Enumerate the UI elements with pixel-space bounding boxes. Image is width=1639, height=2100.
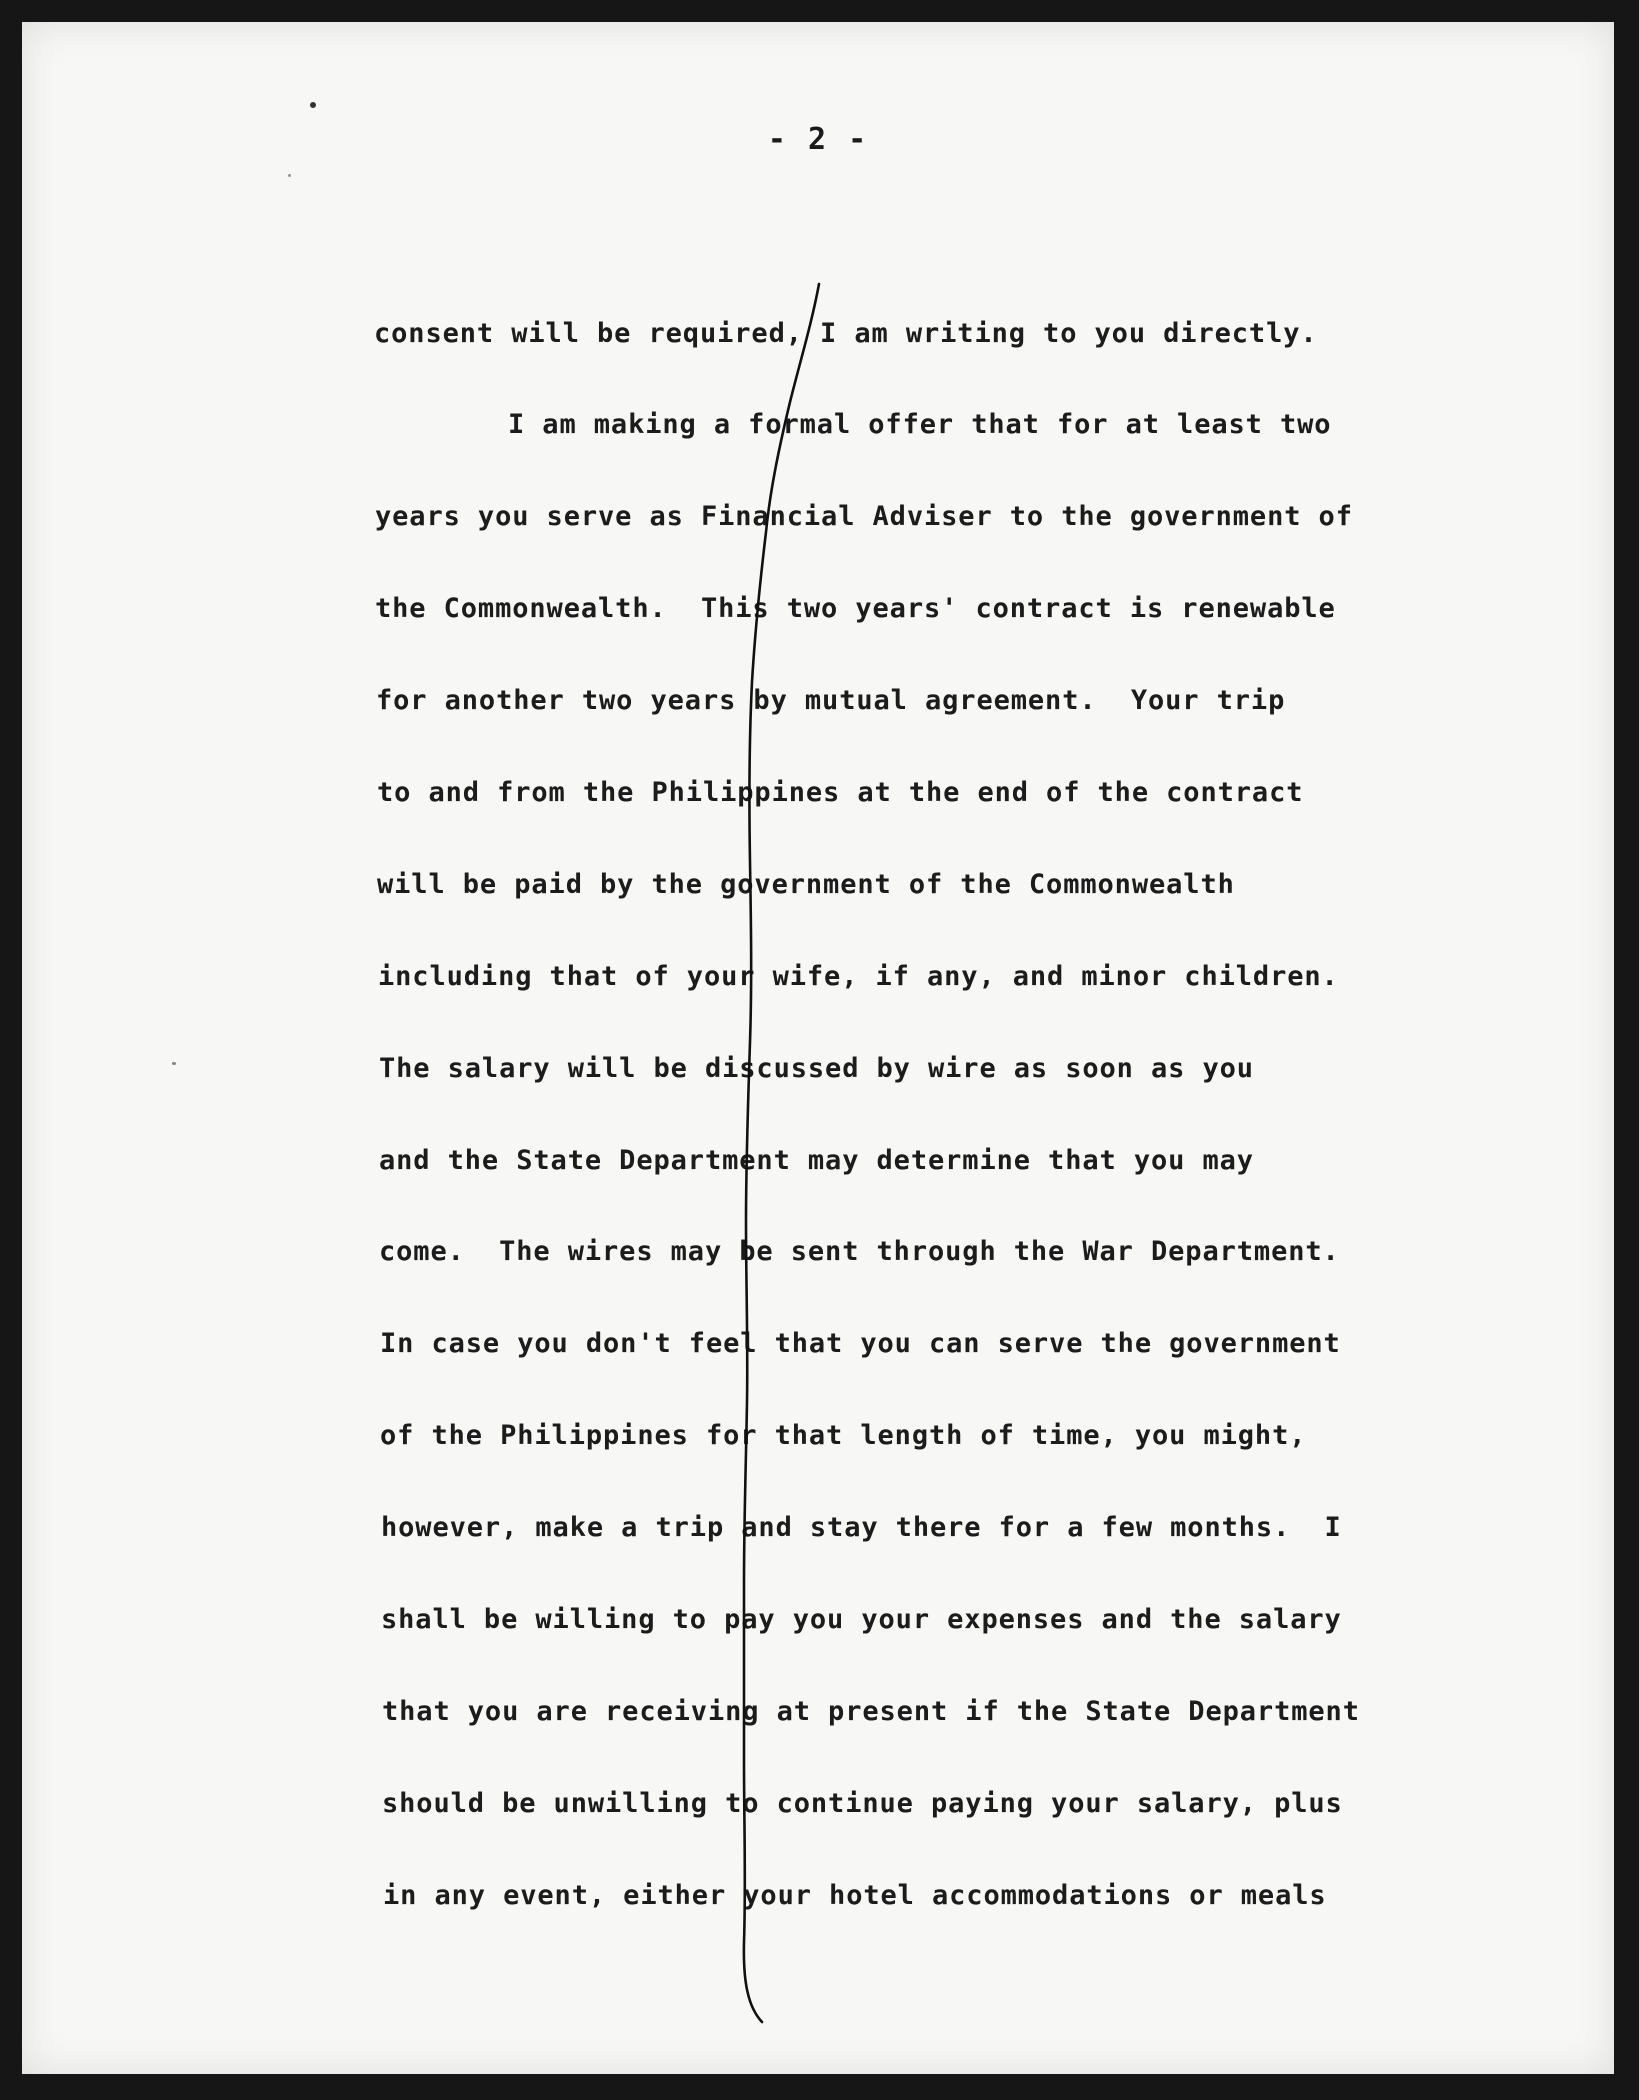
body-line-7: will be paid by the government of the Commonwealth [377,869,1235,900]
body-line-13: of the Philippines for that length of time, you might, [380,1420,1307,1451]
body-line-1: consent will be required, I am writing to you directly. [374,318,1318,349]
body-line-5: for another two years by mutual agreement. Your trip [376,685,1286,716]
body-line-2: I am making a formal offer that for at least two [508,409,1332,440]
scan-speck [310,102,316,108]
scan-speck [172,1062,176,1065]
body-line-15: shall be willing to pay you your expenses and the salary [381,1604,1342,1635]
document-page [22,22,1614,2074]
body-line-12: In case you don't feel that you can serve the government [380,1328,1341,1359]
body-line-17: should be unwilling to continue paying your salary, plus [382,1788,1343,1819]
body-line-3: years you serve as Financial Adviser to the government of [375,501,1353,532]
body-line-18: in any event, either your hotel accommodations or meals [383,1880,1327,1911]
body-line-4: the Commonwealth. This two years' contract is renewable [375,593,1336,624]
body-line-8: including that of your wife, if any, and minor children. [378,961,1339,992]
body-line-9: The salary will be discussed by wire as soon as you [379,1053,1254,1084]
body-line-6: to and from the Philippines at the end of the contract [377,777,1304,808]
body-line-16: that you are receiving at present if the State Department [382,1696,1360,1727]
scan-speck [288,174,291,177]
page-number: - 2 - [767,122,869,157]
body-line-11: come. The wires may be sent through the War Department. [379,1236,1340,1267]
body-line-10: and the State Department may determine that you may [379,1145,1254,1176]
body-line-14: however, make a trip and stay there for a few months. I [381,1512,1342,1543]
